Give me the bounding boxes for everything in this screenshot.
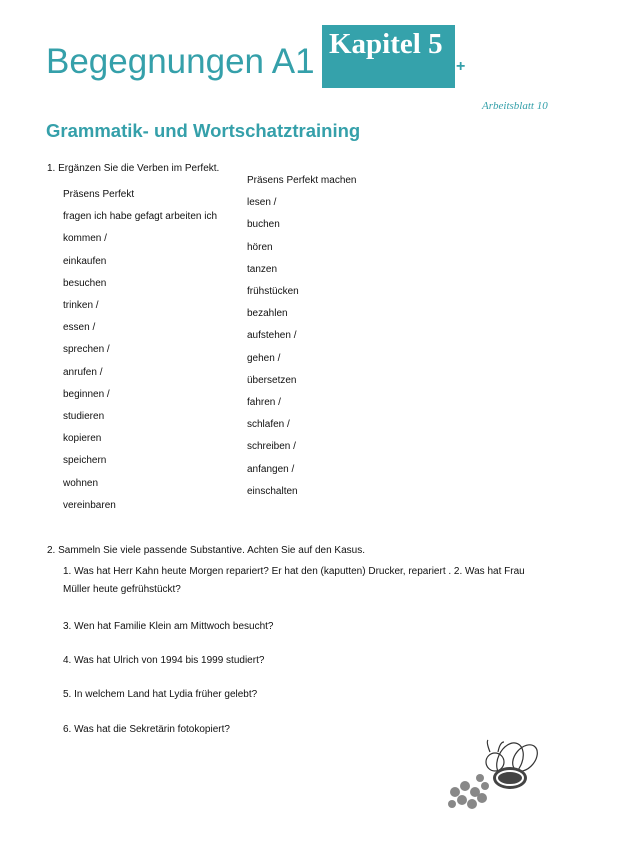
verb-item: einschalten bbox=[247, 485, 298, 497]
verb-item: anrufen / bbox=[63, 366, 103, 378]
bee-illustration bbox=[440, 730, 550, 820]
verb-item: vereinbaren bbox=[63, 499, 116, 511]
verb-item: bezahlen bbox=[247, 308, 288, 320]
verb-item: aufstehen / bbox=[247, 330, 297, 342]
verb-item: studieren bbox=[63, 411, 105, 422]
verb-item: wohnen bbox=[63, 477, 99, 489]
question-line: 1. Was hat Herr Kahn heute Morgen repariert? Er hat den (kaputten) Drucker, repariert . 2. Was hat Frau bbox=[63, 566, 525, 577]
verb-item: frühstücken bbox=[247, 286, 299, 297]
section-heading: Grammatik- und Wortschatztraining bbox=[46, 120, 361, 141]
verb-item: essen / bbox=[63, 322, 96, 334]
verb-item: besuchen bbox=[63, 277, 107, 289]
verb-item: einkaufen bbox=[63, 255, 107, 267]
verb-item: hören bbox=[247, 241, 273, 253]
verb-item: übersetzen bbox=[247, 374, 297, 386]
bee-icon bbox=[440, 730, 550, 815]
verb-item: schreiben / bbox=[247, 441, 296, 453]
brand-title: Begegnungen A1 bbox=[46, 42, 315, 81]
question-line: Müller heute gefrühstückt? bbox=[63, 584, 181, 595]
exercise1-instruction: 1. Ergänzen Sie die Verben im Perfekt. bbox=[47, 163, 220, 174]
verb-item: gehen / bbox=[247, 352, 281, 364]
verb-item: fahren / bbox=[247, 397, 281, 408]
column-header: Präsens Perfekt bbox=[63, 189, 135, 200]
question-line: 6. Was hat die Sekretärin fotokopiert? bbox=[63, 724, 230, 735]
verb-item: tanzen bbox=[247, 263, 278, 275]
verb-item: buchen bbox=[247, 219, 280, 231]
worksheet-number: Arbeitsblatt 10 bbox=[482, 100, 548, 112]
verb-item: schlafen / bbox=[247, 419, 290, 431]
verb-item: fragen ich habe gefagt arbeiten ich bbox=[63, 211, 217, 223]
verb-item: lesen / bbox=[247, 197, 277, 209]
verb-item: trinken / bbox=[63, 300, 99, 311]
chapter-badge: Kapitel 5 bbox=[322, 25, 455, 88]
exercise2-instruction: 2. Sammeln Sie viele passende Substantive. Achten Sie auf den Kasus. bbox=[47, 545, 365, 556]
verb-item: kopieren bbox=[63, 433, 102, 445]
verb-item: speichern bbox=[63, 455, 107, 467]
verb-item: anfangen / bbox=[247, 463, 295, 475]
verb-item: beginnen / bbox=[63, 388, 110, 400]
question-line: 4. Was hat Ulrich von 1994 bis 1999 studiert? bbox=[63, 655, 265, 666]
question-line: 3. Wen hat Familie Klein am Mittwoch besucht? bbox=[63, 621, 274, 632]
verb-item: kommen / bbox=[63, 233, 107, 245]
column-header: Präsens Perfekt machen bbox=[247, 175, 357, 186]
question-line: 5. In welchem Land hat Lydia früher gelebt? bbox=[63, 689, 258, 700]
verb-item: sprechen / bbox=[63, 344, 110, 356]
plus-sign: + bbox=[456, 58, 466, 75]
